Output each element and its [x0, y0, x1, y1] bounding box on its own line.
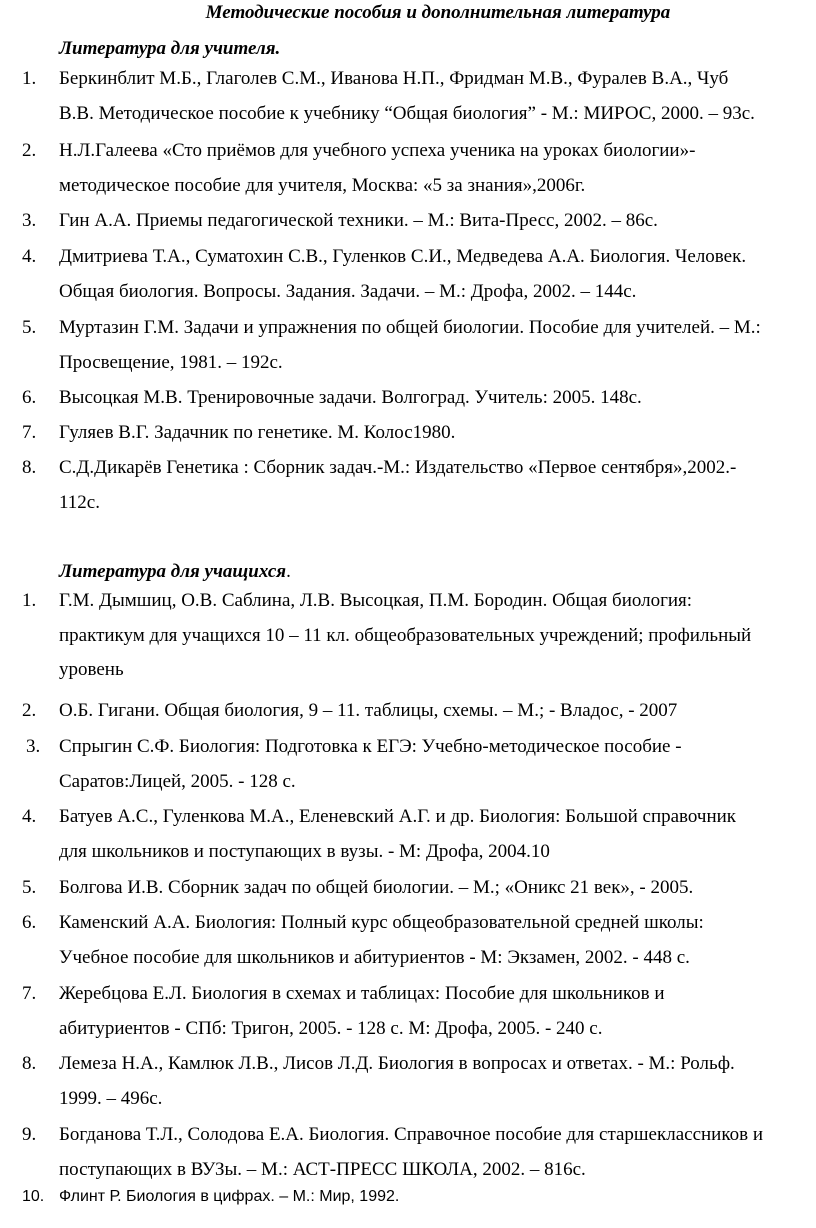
- page-title: Методические пособия и дополнительная литература: [205, 2, 671, 23]
- item-text-line: Спрыгин С.Ф. Биология: Подготовка к ЕГЭ: Учебно-методическое пособие -: [59, 736, 682, 757]
- item-text-line: абитуриентов - СПб: Тригон, 2005. - 128 с. М: Дрофа, 2005. - 240 с.: [59, 1017, 603, 1039]
- item-text-line: Гуляев В.Г. Задачник по генетике. М. Колос1980.: [59, 422, 456, 443]
- item-number: 2.: [22, 700, 37, 721]
- item-number: 2.: [22, 140, 37, 161]
- item-number: 5.: [22, 877, 37, 898]
- item-number: 4.: [22, 246, 37, 267]
- item-text-line: 112с.: [59, 491, 100, 513]
- item-text-line: Болгова И.В. Сборник задач по общей биологии. – М.; «Оникс 21 век», - 2005.: [59, 877, 694, 898]
- item-text-line: Каменский А.А. Биология: Полный курс общеобразовательной средней школы:: [59, 912, 704, 933]
- item-text-line: Н.Л.Галеева «Сто приёмов для учебного успеха ученика на уроках биологии»-: [59, 140, 696, 161]
- item-text-line: С.Д.Дикарёв Генетика : Сборник задач.-М.: Издательство «Первое сентября»,2002.-: [59, 457, 737, 478]
- item-number: 7.: [22, 983, 37, 1004]
- item-text-line: Общая биология. Вопросы. Задания. Задачи. – М.: Дрофа, 2002. – 144с.: [59, 280, 637, 302]
- item-text-line: В.В. Методическое пособие к учебнику “Общая биология” - М.: МИРОС, 2000. – 93с.: [59, 102, 755, 124]
- item-number: 6.: [22, 387, 37, 408]
- item-text-line: для школьников и поступающих в вузы. - М: Дрофа, 2004.10: [59, 840, 550, 862]
- item-text-line: Беркинблит М.Б., Глаголев С.М., Иванова Н.П., Фридман М.В., Фуралев В.А., Чуб: [59, 68, 729, 89]
- item-text-line: Богданова Т.Л., Солодова Е.А. Биология. Справочное пособие для старшеклассников и: [59, 1124, 763, 1145]
- item-text-line: методическое пособие для учителя, Москва: «5 за знания»,2006г.: [59, 174, 586, 196]
- student-section-heading: [59, 561, 291, 583]
- item-text-line: Жеребцова Е.Л. Биология в схемах и таблицах: Пособие для школьников и: [59, 983, 665, 1004]
- item-number: 8.: [22, 457, 37, 478]
- item-text-line: уровень: [59, 659, 124, 680]
- item-text-line: Дмитриева Т.А., Суматохин С.В., Гуленков С.И., Медведева А.А. Биология. Человек.: [59, 246, 747, 267]
- item-number: 5.: [22, 317, 37, 338]
- item-text-line: Батуев А.С., Гуленкова М.А., Еленевский А.Г. и др. Биология: Большой справочник: [59, 806, 737, 827]
- item-text-line: Просвещение, 1981. – 192с.: [59, 351, 283, 373]
- item-number: 10.: [22, 1188, 45, 1205]
- item-text-line: Высоцкая М.В. Тренировочные задачи. Волгоград. Учитель: 2005. 148с.: [59, 387, 642, 408]
- item-number: 1.: [22, 68, 37, 89]
- item-text-line: Муртазин Г.М. Задачи и упражнения по общей биологии. Пособие для учителей. – М.:: [59, 317, 761, 338]
- item-text-line: Саратов:Лицей, 2005. - 128 с.: [59, 770, 296, 792]
- item-text-line: Учебное пособие для школьников и абитуриентов - М: Экзамен, 2002. - 448 с.: [59, 946, 690, 968]
- student-heading-suffix: .: [286, 561, 291, 582]
- item-text-line: 1999. – 496с.: [59, 1087, 163, 1109]
- item-number: 3.: [26, 736, 41, 757]
- item-number: 3.: [22, 210, 37, 231]
- item-number: 9.: [22, 1124, 37, 1145]
- item-number: 4.: [22, 806, 37, 827]
- item-text-line: Гин А.А. Приемы педагогической техники. – М.: Вита-Пресс, 2002. – 86с.: [59, 210, 658, 231]
- item-text-line: О.Б. Гигани. Общая биология, 9 – 11. таблицы, схемы. – М.; - Владос, - 2007: [59, 700, 678, 721]
- item-number: 8.: [22, 1053, 37, 1074]
- item-text-line: Лемеза Н.А., Камлюк Л.В., Лисов Л.Д. Биология в вопросах и ответах. - М.: Рольф.: [59, 1053, 735, 1074]
- item-text-line: практикум для учащихся 10 – 11 кл. общеобразовательных учреждений; профильный: [59, 624, 752, 646]
- item-number: 6.: [22, 912, 37, 933]
- item-text-line: Флинт Р. Биология в цифрах. – М.: Мир, 1992.: [59, 1188, 400, 1205]
- item-text-line: поступающих в ВУЗы. – М.: АСТ-ПРЕСС ШКОЛА, 2002. – 816с.: [59, 1158, 586, 1180]
- teacher-section-heading: Литература для учителя.: [59, 38, 281, 59]
- item-text-line: Г.М. Дымшиц, О.В. Саблина, Л.В. Высоцкая, П.М. Бородин. Общая биология:: [59, 590, 693, 611]
- student-heading-text: Литература для учащихся: [59, 561, 287, 582]
- item-number: 7.: [22, 422, 37, 443]
- item-number: 1.: [22, 590, 37, 611]
